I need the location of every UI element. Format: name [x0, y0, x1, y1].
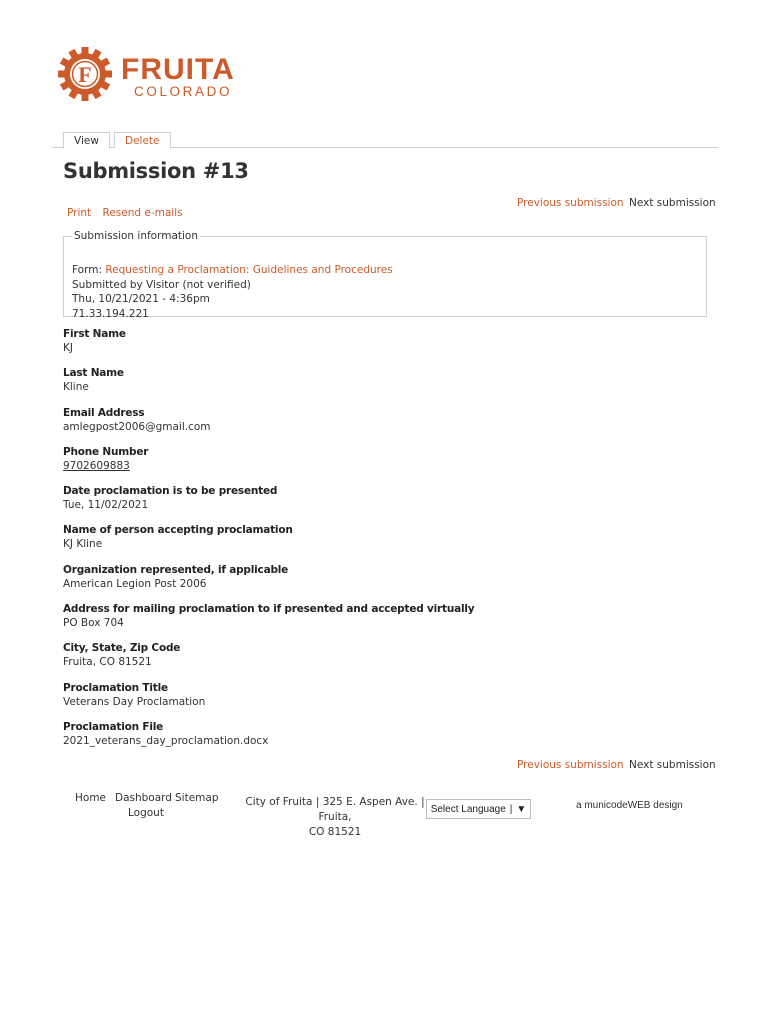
field-label: Proclamation Title: [63, 681, 168, 694]
field-value: Fruita, CO 81521: [63, 656, 152, 669]
language-select-label: Select Language: [430, 803, 506, 815]
field-value: KJ Kline: [63, 538, 103, 551]
svg-text:F: F: [78, 62, 92, 87]
next-submission-link[interactable]: Next submission: [629, 197, 716, 209]
tab-view[interactable]: View: [63, 132, 110, 149]
field-value: Tue, 11/02/2021: [63, 499, 149, 512]
submission-ip: 71.33.194.221: [72, 307, 149, 320]
submission-information-legend: Submission information: [74, 230, 199, 242]
submission-actions: [67, 207, 191, 219]
field-label: Address for mailing proclamation to if presented and accepted virtually: [63, 603, 475, 616]
language-select[interactable]: [426, 799, 531, 819]
field-label: First Name: [63, 328, 126, 340]
tab-delete[interactable]: Delete: [114, 132, 171, 148]
field-value: Kline: [63, 381, 89, 394]
footer-logout-link[interactable]: Logout: [128, 807, 164, 819]
site-footer: [0, 791, 770, 838]
field-person-accepting: [63, 523, 703, 562]
svg-text:COLORADO: COLORADO: [134, 84, 233, 99]
form-prefix: Form:: [72, 264, 106, 276]
field-presentation-date: [63, 484, 703, 523]
field-value: Veterans Day Proclamation: [63, 695, 206, 708]
field-city-state-zip: [63, 641, 703, 680]
field-value: KJ: [63, 342, 73, 354]
proclamation-file-link[interactable]: 2021_veterans_day_proclamation.docx: [63, 734, 269, 747]
field-label: City, State, Zip Code: [63, 642, 181, 655]
page-title: Submission #13: [63, 159, 249, 183]
footer-dashboard-link[interactable]: Dashboard: [115, 792, 172, 804]
field-organization: [63, 563, 703, 602]
svg-text:FRUITA: FRUITA: [121, 53, 235, 86]
print-link[interactable]: Print: [67, 207, 92, 219]
form-link[interactable]: Requesting a Proclamation: Guidelines and Procedures: [105, 264, 393, 276]
field-proclamation-file: [63, 720, 703, 759]
field-proclamation-title: [63, 681, 703, 720]
field-last-name: [63, 366, 703, 405]
field-label: Email Address: [63, 406, 145, 419]
field-label: Phone Number: [63, 445, 149, 458]
chevron-down-icon: ▼: [516, 803, 527, 815]
field-value: PO Box 704: [63, 617, 124, 630]
gear-logo-icon: [58, 44, 258, 104]
field-label: Last Name: [63, 367, 124, 380]
footer-sitemap-link[interactable]: Sitemap: [175, 792, 219, 804]
submission-fields: [63, 327, 703, 759]
next-submission-link[interactable]: Next submission: [629, 759, 716, 771]
fruita-logo[interactable]: [58, 44, 258, 104]
previous-submission-link[interactable]: Previous submission: [517, 759, 624, 771]
tab-bar: [52, 132, 718, 148]
footer-address: [240, 795, 430, 840]
submission-information: [63, 230, 707, 320]
address-line: City of Fruita | 325 E. Aspen Ave. | Fruita,: [245, 796, 425, 823]
field-phone-number: [63, 445, 703, 484]
address-line: CO 81521: [308, 826, 362, 838]
form-line: [72, 263, 393, 278]
field-mailing-address: [63, 602, 703, 641]
field-label: Date proclamation is to be presented: [63, 485, 278, 498]
field-value: amlegpost2006@gmail.com: [63, 420, 211, 433]
field-label: Proclamation File: [63, 720, 164, 733]
field-label: Organization represented, if applicable: [63, 563, 289, 576]
language-select-separator: |: [509, 803, 513, 815]
submitted-by: Submitted by Visitor (not verified): [72, 278, 251, 291]
field-value: American Legion Post 2006: [63, 577, 207, 590]
submission-date: Thu, 10/21/2021 - 4:36pm: [72, 293, 210, 305]
phone-link[interactable]: 9702609883: [63, 459, 130, 472]
field-label: Name of person accepting proclamation: [63, 524, 293, 537]
field-email-address: [63, 406, 703, 445]
previous-submission-link[interactable]: Previous submission: [517, 197, 624, 209]
footer-credit[interactable]: a municodeWEB design: [576, 800, 683, 811]
field-first-name: [63, 327, 703, 366]
resend-emails-link[interactable]: Resend e-mails: [102, 207, 183, 219]
footer-home-link[interactable]: Home: [75, 792, 107, 804]
